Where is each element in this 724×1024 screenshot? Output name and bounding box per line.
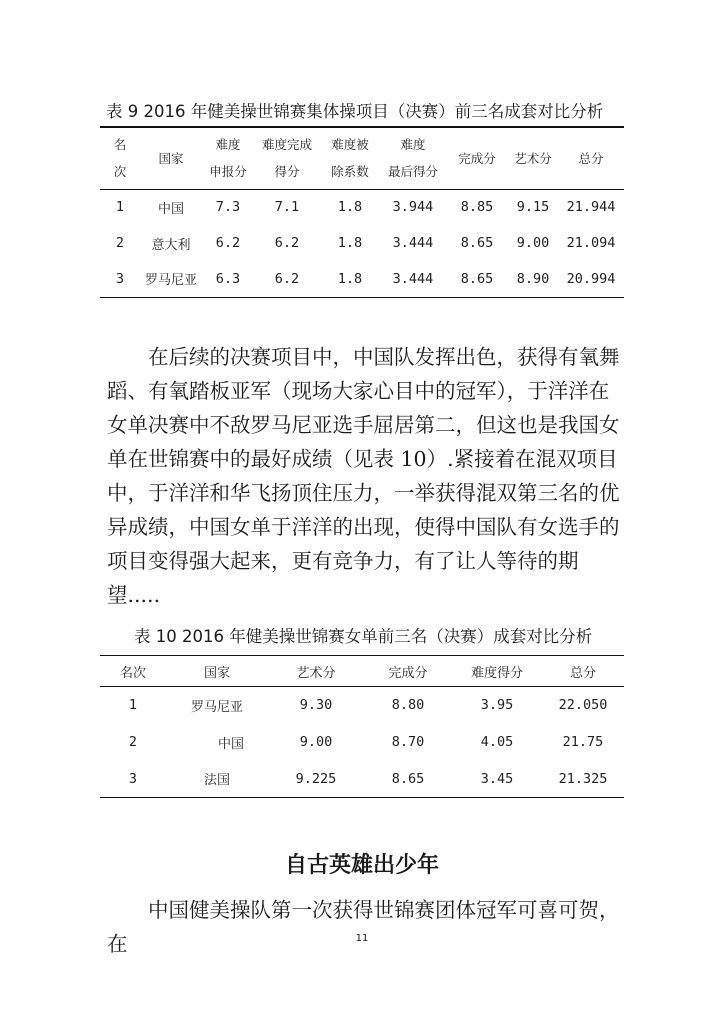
table-cell: 7.3 <box>215 199 241 216</box>
table10 <box>100 655 624 798</box>
table-cell: 意大利 <box>151 237 191 253</box>
table-cell: 21.944 <box>566 199 616 216</box>
table-cell: 9.30 <box>299 697 333 714</box>
body-paragraph-1: 在后续的决赛项目中，中国队发挥出色，获得有氧舞蹈、有氧踏板亚军（现场大家心目中的冠军），于洋洋在女单决赛中不敌罗马尼亚选手屈居第二，但这也是我国女单在世锦赛中的最好成绩（见表 10）.紧接着在混双项目中，于洋洋和华飞扬顶住压力，一举获得混双第三名的优异成绩，中国女单于洋洋的出现，使得中国队有女选手的项目变得强大起来，更有竞争力，有了让人等待的期望..... <box>107 345 620 607</box>
table-cell: 9.15 <box>516 199 550 216</box>
table-cell: 1.8 <box>337 235 363 251</box>
table-cell: 6.2 <box>274 270 300 287</box>
table-cell: 1 <box>128 697 138 714</box>
table-cell: 6.2 <box>274 235 300 251</box>
table9-header-difficulty-completed: 难度完成 得分 <box>254 127 320 189</box>
table9-header-difficulty-final: 难度 最后得分 <box>380 127 446 189</box>
table-row <box>100 261 624 297</box>
table-cell: 中国 <box>157 201 184 217</box>
table-cell: 3 <box>128 770 138 787</box>
table9-header-execution: 完成分 <box>446 127 508 189</box>
table-cell: 8.90 <box>516 270 550 287</box>
table-cell: 9.00 <box>516 235 550 251</box>
table-cell: 8.65 <box>460 270 494 287</box>
table10-header-country: 国家 <box>166 656 268 687</box>
table9-header-difficulty-declared: 难度 申报分 <box>202 127 254 189</box>
table-cell: 21.094 <box>566 235 616 251</box>
table-cell: 22.050 <box>558 697 608 714</box>
table-cell: 8.70 <box>391 734 425 750</box>
table10-header-row <box>100 656 624 687</box>
table-row <box>100 687 624 724</box>
table-cell: 8.65 <box>391 770 425 787</box>
table10-header-difficulty: 难度得分 <box>452 656 542 687</box>
table10-caption: 表 10 2016 年健美操世锦赛女单前三名（决赛）成套对比分析 <box>134 627 593 646</box>
table9-header-divisor: 难度被 除系数 <box>320 127 380 189</box>
table-cell: 罗马尼亚 <box>144 273 197 289</box>
table-cell: 3 <box>115 270 125 287</box>
table-cell: 罗马尼亚 <box>190 699 243 715</box>
table-cell: 9.225 <box>295 770 337 787</box>
table-row <box>100 724 624 761</box>
table-cell: 3.444 <box>392 270 434 287</box>
table9 <box>100 126 624 298</box>
table-cell: 7.1 <box>274 199 300 216</box>
table-row <box>100 189 624 225</box>
section-heading: 自古英雄出少年 <box>284 853 439 878</box>
table-cell: 3.444 <box>392 235 434 251</box>
table9-header-artistic: 艺术分 <box>508 127 558 189</box>
table-cell: 8.85 <box>460 199 494 216</box>
page-number: 11 <box>355 933 369 944</box>
table10-header-execution: 完成分 <box>364 656 452 687</box>
table9-header-row <box>100 127 624 189</box>
table-cell: 2 <box>115 235 125 251</box>
table10-header-artistic: 艺术分 <box>268 656 364 687</box>
table10-header-total: 总分 <box>542 656 624 687</box>
body-paragraph-2: 中国健美操队第一次获得世锦赛团体冠军可喜可贺，在 <box>107 898 620 956</box>
table-cell: 6.3 <box>215 270 241 287</box>
table-cell: 3.944 <box>392 199 434 216</box>
table-cell: 3.45 <box>480 770 514 787</box>
table9-header-total: 总分 <box>558 127 624 189</box>
table-cell: 法国 <box>203 773 230 789</box>
table-cell: 8.80 <box>391 697 425 714</box>
table-cell: 21.75 <box>562 734 604 750</box>
table-cell: 3.95 <box>480 697 514 714</box>
table-cell: 1.8 <box>337 270 363 287</box>
table-cell: 9.00 <box>299 734 333 750</box>
table-cell: 1.8 <box>337 199 363 216</box>
table-cell: 21.325 <box>558 770 608 787</box>
table-cell: 8.65 <box>460 235 494 251</box>
table9-caption: 表 9 2016 年健美操世锦赛集体操项目（决赛）前三名成套对比分析 <box>106 102 604 121</box>
table-cell: 20.994 <box>566 270 616 287</box>
table-row <box>100 761 624 798</box>
table-cell: 中国 <box>217 736 244 752</box>
table9-header-rank: 名 次 <box>100 127 140 189</box>
table-row <box>100 225 624 261</box>
table-cell: 2 <box>128 734 138 750</box>
table10-header-rank: 名次 <box>100 656 166 687</box>
table-cell: 1 <box>115 199 125 216</box>
table9-header-country: 国家 <box>140 127 202 189</box>
table-cell: 4.05 <box>480 734 514 750</box>
table-cell: 6.2 <box>215 235 241 251</box>
